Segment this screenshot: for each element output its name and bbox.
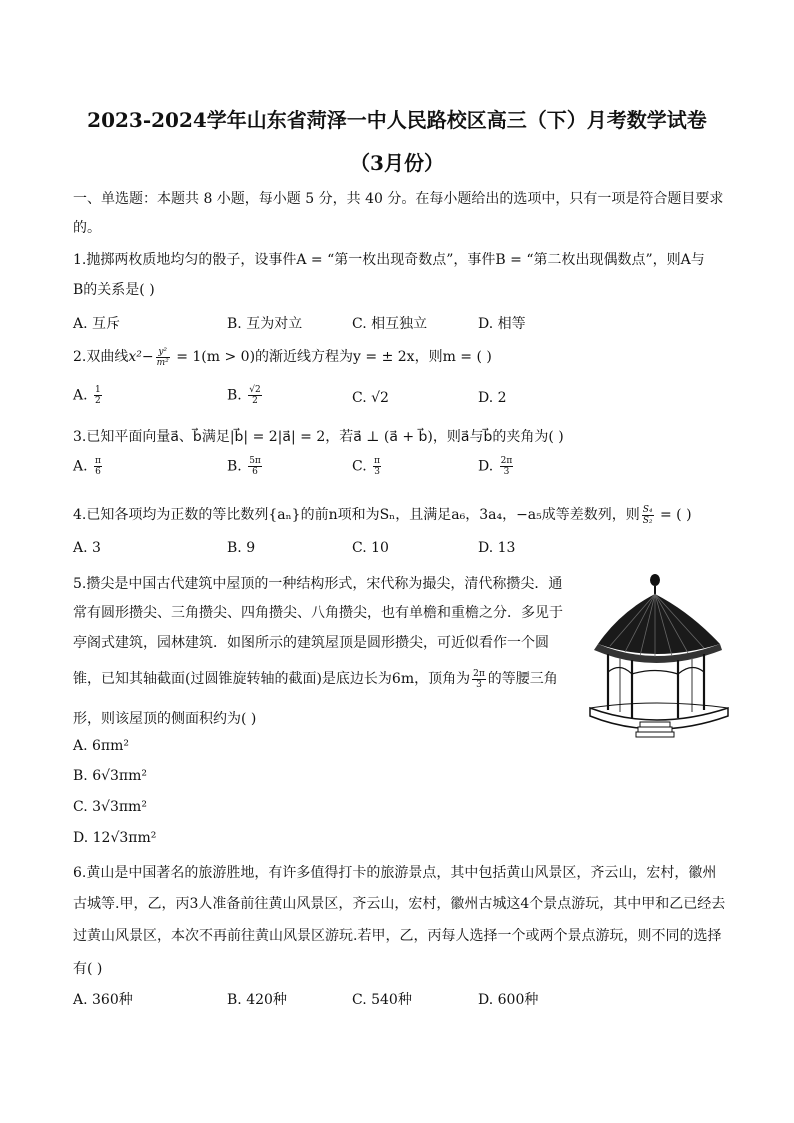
q3-option-b[interactable] <box>227 456 264 477</box>
q1-option-d[interactable]: D. 相等 <box>478 316 526 332</box>
q5-stem-line5: 形，则该屋顶的侧面积约为( ) <box>73 711 257 727</box>
exam-subtitle: （3月份） <box>350 151 444 175</box>
q3-option-d-num: 2π <box>500 456 513 466</box>
q3-option-c-label: C. <box>352 458 367 475</box>
q3-option-b-label: B. <box>227 458 242 475</box>
q2-option-c[interactable]: C. √2 <box>352 390 389 406</box>
q2-x2: x² <box>128 349 142 365</box>
q1-option-c[interactable]: C. 相互独立 <box>352 316 428 332</box>
q6-stem-line1: 6.黄山是中国著名的旅游胜地，有许多值得打卡的旅游景点，其中包括黄山风景区，齐云山，宏村，徽州 <box>73 865 717 881</box>
q2-option-a-num: 1 <box>95 385 101 395</box>
q3-option-c-fraction <box>373 456 381 477</box>
q6-option-c[interactable]: C. 540种 <box>352 992 412 1008</box>
q2-option-b-num: √2 <box>249 385 261 395</box>
q2-minus: − <box>141 349 154 365</box>
q6-stem-line2: 古城等.甲，乙，丙3人准备前往黄山风景区，齐云山，宏村，徽州古城这4个景点游玩，其中甲和乙已经去 <box>73 896 726 912</box>
q4-text: 4.已知各项均为正数的等比数列{aₙ}的前n项和为Sₙ，且满足a₆，3a₄，−a₅成等差数列，则 <box>73 507 640 523</box>
q5-apex-num: 2π <box>473 668 485 679</box>
q3-option-a-den: 6 <box>95 467 101 477</box>
q2-option-b-label: B. <box>227 387 242 404</box>
q2-option-b[interactable] <box>227 385 264 406</box>
q2-fraction <box>156 347 170 368</box>
q5-stem-line1: 5.攒尖是中国古代建筑中屋顶的一种结构形式，宋代称为撮尖，清代称攒尖．通 <box>73 576 563 592</box>
q2-stem <box>73 346 492 368</box>
q3-option-d-den: 3 <box>503 467 510 477</box>
q1-option-a[interactable]: A. 互斥 <box>73 316 121 332</box>
q3-option-c[interactable] <box>352 456 383 477</box>
q5-option-c[interactable]: C. 3√3πm² <box>73 799 147 815</box>
q3-option-a[interactable] <box>73 456 104 477</box>
q4-fraction <box>642 505 654 526</box>
q2-option-d[interactable]: D. 2 <box>478 390 507 406</box>
q4-stem <box>73 504 692 526</box>
q2-option-b-fraction <box>248 385 261 406</box>
q4-option-c[interactable]: C. 10 <box>352 540 389 556</box>
q1-option-b[interactable]: B. 互为对立 <box>227 316 303 332</box>
q5-option-a[interactable]: A. 6πm² <box>73 738 130 754</box>
q3-option-b-den: 6 <box>252 467 258 477</box>
q4-option-a[interactable]: A. 3 <box>73 540 101 556</box>
q5-stem-line2: 常有圆形攒尖、三角攒尖、四角攒尖、八角攒尖，也有单檐和重檐之分．多见于 <box>73 605 563 621</box>
q6-stem-line3: 过黄山风景区，本次不再前往黄山风景区游玩.若甲，乙，丙每人选择一个或两个景点游玩，则不同的选择 <box>73 928 722 944</box>
q2-option-a-den: 2 <box>95 396 101 406</box>
q1-stem-line2: B的关系是( ) <box>73 282 155 298</box>
q3-option-c-den: 3 <box>374 467 380 477</box>
q3-option-d-label: D. <box>478 458 494 475</box>
exam-title: 2023-2024学年山东省菏泽一中人民路校区高三（下）月考数学试卷 <box>87 108 707 132</box>
q6-stem-line4: 有( ) <box>73 961 103 977</box>
q5-apex-fraction <box>472 669 486 690</box>
q2-option-a-fraction <box>94 385 102 406</box>
q3-stem: 3.已知平面向量a⃗、b⃗满足|b⃗| = 2|a⃗| = 2，若a⃗ ⊥ (a⃗ + b⃗)，则a⃗与b⃗的夹角为( ) <box>73 429 564 445</box>
q3-option-a-num: π <box>95 456 101 466</box>
q3-option-c-num: π <box>374 456 381 466</box>
q3-option-d[interactable] <box>478 456 515 477</box>
q4-tail: = ( ) <box>655 507 692 523</box>
q3-option-a-fraction <box>94 456 102 477</box>
q3-option-b-fraction <box>248 456 262 477</box>
q4-frac-den: S₂ <box>642 515 653 526</box>
q5-option-b[interactable]: B. 6√3πm² <box>73 768 148 784</box>
q2-option-a[interactable] <box>73 385 104 406</box>
q4-option-b[interactable]: B. 9 <box>227 540 256 556</box>
q6-option-d[interactable]: D. 600种 <box>478 992 539 1008</box>
q4-option-d[interactable]: D. 13 <box>478 540 516 556</box>
q1-stem-line1: 1.抛掷两枚质地均匀的骰子，设事件A = “第一枚出现奇数点”，事件B = “第二枚出现偶数点”，则A与 <box>73 252 705 268</box>
q2-equation-tail: = 1(m > 0)的渐近线方程为y = ± 2x，则m = ( ) <box>171 349 492 365</box>
section-heading-line2: 的。 <box>73 220 101 236</box>
q3-option-b-num: 5π <box>249 456 261 466</box>
q5-apex-den: 3 <box>476 679 482 690</box>
q5-option-d[interactable]: D. 12√3πm² <box>73 830 157 846</box>
q2-option-a-label: A. <box>73 387 88 404</box>
q6-option-a[interactable]: A. 360种 <box>73 992 133 1008</box>
q2-frac-den: m² <box>156 357 169 368</box>
q2-option-b-den: 2 <box>252 396 258 406</box>
q2-prefix: 2.双曲线 <box>73 349 129 365</box>
q3-option-a-label: A. <box>73 458 88 475</box>
q2-frac-num: y² <box>156 347 170 358</box>
q5-line4-b: 的等腰三角 <box>487 671 558 687</box>
section-heading-line1: 一、单选题：本题共 8 小题，每小题 5 分，共 40 分。在每小题给出的选项中，只有一项是符合题目要求 <box>73 191 724 207</box>
q5-stem-line3: 亭阁式建筑，园林建筑．如图所示的建筑屋顶是圆形攒尖，可近似看作一个圆 <box>73 635 549 651</box>
q5-stem-line4 <box>73 668 558 690</box>
q4-frac-num: S₄ <box>642 504 653 515</box>
q5-line4-a: 锥，已知其轴截面(过圆锥旋转轴的截面)是底边长为6m，顶角为 <box>73 671 471 687</box>
q6-option-b[interactable]: B. 420种 <box>227 992 287 1008</box>
pavilion-figure <box>580 572 740 742</box>
q3-option-d-fraction <box>500 456 514 477</box>
